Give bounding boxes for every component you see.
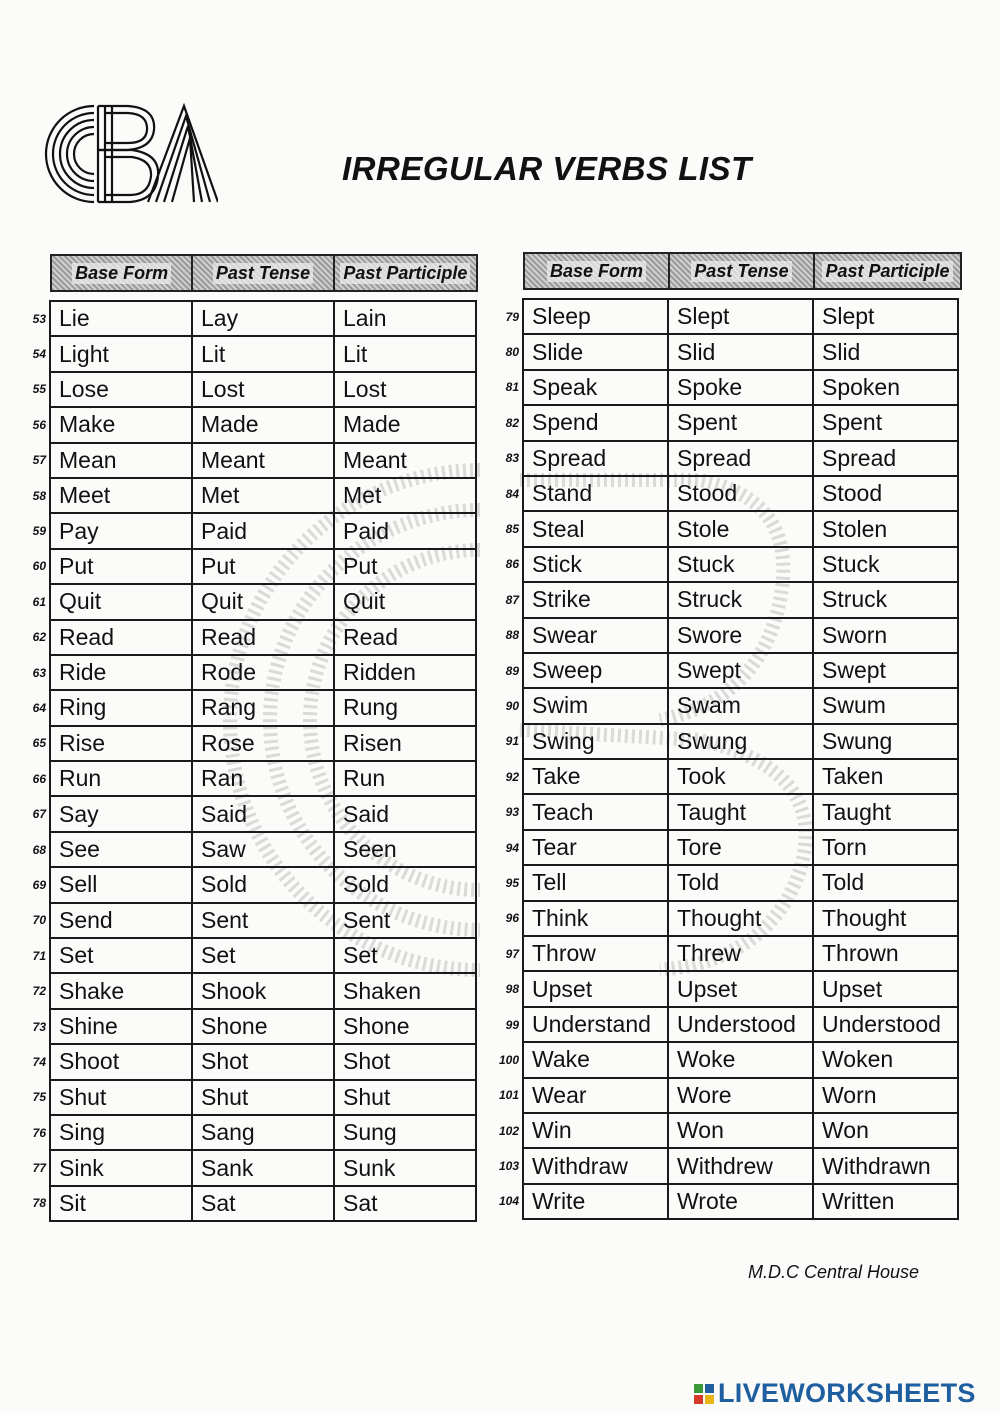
past-tense-cell: Lay bbox=[192, 301, 334, 336]
past-participle-cell: Swung bbox=[813, 724, 958, 759]
table-row bbox=[495, 724, 958, 759]
past-participle-cell: Sworn bbox=[813, 618, 958, 653]
row-number: 69 bbox=[32, 877, 46, 892]
table-row bbox=[26, 832, 476, 867]
table-row bbox=[26, 584, 476, 619]
base-form-cell: Shake bbox=[50, 973, 192, 1008]
table-row bbox=[495, 547, 958, 582]
row-number: 79 bbox=[505, 309, 519, 324]
row-number: 89 bbox=[505, 663, 519, 678]
past-tense-cell: Swept bbox=[668, 653, 813, 688]
past-tense-cell: Lost bbox=[192, 372, 334, 407]
past-participle-cell: Sold bbox=[334, 867, 476, 902]
base-form-cell: Slide bbox=[523, 334, 668, 369]
past-participle-cell: Set bbox=[334, 938, 476, 973]
past-participle-cell: Won bbox=[813, 1113, 958, 1148]
past-participle-cell: Paid bbox=[334, 513, 476, 548]
past-participle-cell: Woken bbox=[813, 1042, 958, 1077]
past-tense-cell: Ran bbox=[192, 761, 334, 796]
base-form-cell: Shoot bbox=[50, 1044, 192, 1079]
past-tense-cell: Woke bbox=[668, 1042, 813, 1077]
past-tense-cell: Shone bbox=[192, 1009, 334, 1044]
base-form-cell: Rise bbox=[50, 726, 192, 761]
past-participle-cell: Sunk bbox=[334, 1150, 476, 1185]
header-base-form: Base Form bbox=[525, 254, 670, 288]
base-form-cell: Stick bbox=[523, 547, 668, 582]
table-row bbox=[495, 1184, 958, 1219]
past-tense-cell: Sank bbox=[192, 1150, 334, 1185]
past-tense-cell: Paid bbox=[192, 513, 334, 548]
table-row bbox=[26, 301, 476, 336]
row-number: 59 bbox=[32, 524, 46, 539]
row-number: 62 bbox=[32, 630, 46, 645]
table-row bbox=[495, 1007, 958, 1042]
past-tense-cell: Won bbox=[668, 1113, 813, 1148]
table-row bbox=[26, 443, 476, 478]
row-number: 102 bbox=[498, 1123, 519, 1138]
past-tense-cell: Read bbox=[192, 620, 334, 655]
base-form-cell: Read bbox=[50, 620, 192, 655]
row-number: 57 bbox=[32, 453, 46, 468]
past-tense-cell: Set bbox=[192, 938, 334, 973]
table-row bbox=[495, 582, 958, 617]
row-number: 100 bbox=[498, 1052, 519, 1067]
header-past-participle: Past Participle bbox=[335, 256, 476, 290]
base-form-cell: Write bbox=[523, 1184, 668, 1219]
row-number: 93 bbox=[505, 805, 519, 820]
base-form-cell: Win bbox=[523, 1113, 668, 1148]
past-tense-cell: Swam bbox=[668, 688, 813, 723]
base-form-cell: Shine bbox=[50, 1009, 192, 1044]
base-form-cell: Understand bbox=[523, 1007, 668, 1042]
past-tense-cell: Spread bbox=[668, 441, 813, 476]
liveworksheets-logo-icon bbox=[694, 1384, 714, 1404]
row-number: 67 bbox=[32, 807, 46, 822]
row-number: 88 bbox=[505, 628, 519, 643]
past-participle-cell: Taken bbox=[813, 759, 958, 794]
table-row bbox=[26, 336, 476, 371]
table-row bbox=[495, 476, 958, 511]
liveworksheets-label: LIVEWORKSHEETS bbox=[718, 1378, 976, 1408]
row-number: 78 bbox=[32, 1196, 46, 1211]
row-number: 68 bbox=[32, 842, 46, 857]
past-participle-cell: Struck bbox=[813, 582, 958, 617]
row-number: 80 bbox=[505, 345, 519, 360]
table-row bbox=[26, 726, 476, 761]
base-form-cell: Sweep bbox=[523, 653, 668, 688]
past-participle-cell: Withdrawn bbox=[813, 1148, 958, 1183]
table-row bbox=[26, 796, 476, 831]
row-number: 95 bbox=[505, 875, 519, 890]
past-tense-cell: Quit bbox=[192, 584, 334, 619]
row-number: 76 bbox=[32, 1125, 46, 1140]
base-form-cell: Make bbox=[50, 407, 192, 442]
past-tense-cell: Shot bbox=[192, 1044, 334, 1079]
table-row bbox=[26, 1009, 476, 1044]
liveworksheets-brand[interactable] bbox=[694, 1378, 976, 1409]
table-row bbox=[495, 865, 958, 900]
base-form-cell: Spend bbox=[523, 405, 668, 440]
base-form-cell: Lose bbox=[50, 372, 192, 407]
past-tense-cell: Thought bbox=[668, 901, 813, 936]
base-form-cell: Shut bbox=[50, 1080, 192, 1115]
row-number: 81 bbox=[505, 380, 519, 395]
table-header bbox=[50, 254, 478, 292]
past-participle-cell: Lit bbox=[334, 336, 476, 371]
base-form-cell: Spread bbox=[523, 441, 668, 476]
past-tense-cell: Said bbox=[192, 796, 334, 831]
past-participle-cell: Read bbox=[334, 620, 476, 655]
past-participle-cell: Spoken bbox=[813, 370, 958, 405]
base-form-cell: Run bbox=[50, 761, 192, 796]
base-form-cell: Ride bbox=[50, 655, 192, 690]
table-row bbox=[495, 936, 958, 971]
table-row bbox=[495, 1113, 958, 1148]
table-row bbox=[26, 655, 476, 690]
row-number: 86 bbox=[505, 557, 519, 572]
past-participle-cell: Quit bbox=[334, 584, 476, 619]
table-row bbox=[26, 1044, 476, 1079]
table-row bbox=[26, 1150, 476, 1185]
row-number: 84 bbox=[505, 486, 519, 501]
past-tense-cell: Withdrew bbox=[668, 1148, 813, 1183]
past-participle-cell: Lain bbox=[334, 301, 476, 336]
row-number: 90 bbox=[505, 698, 519, 713]
row-number: 60 bbox=[32, 559, 46, 574]
past-tense-cell: Shook bbox=[192, 973, 334, 1008]
past-participle-cell: Seen bbox=[334, 832, 476, 867]
table-row bbox=[26, 407, 476, 442]
table-row bbox=[495, 794, 958, 829]
row-number: 85 bbox=[505, 522, 519, 537]
table-row bbox=[26, 620, 476, 655]
past-tense-cell: Told bbox=[668, 865, 813, 900]
row-number: 75 bbox=[32, 1090, 46, 1105]
table-row bbox=[495, 688, 958, 723]
past-participle-cell: Stolen bbox=[813, 511, 958, 546]
past-participle-cell: Said bbox=[334, 796, 476, 831]
table-row bbox=[495, 334, 958, 369]
past-participle-cell: Ridden bbox=[334, 655, 476, 690]
past-participle-cell: Torn bbox=[813, 830, 958, 865]
base-form-cell: Send bbox=[50, 903, 192, 938]
row-number: 77 bbox=[32, 1161, 46, 1176]
past-tense-cell: Lit bbox=[192, 336, 334, 371]
past-participle-cell: Swum bbox=[813, 688, 958, 723]
past-participle-cell: Slept bbox=[813, 299, 958, 334]
row-number: 101 bbox=[498, 1088, 519, 1103]
base-form-cell: Meet bbox=[50, 478, 192, 513]
row-number: 103 bbox=[498, 1159, 519, 1174]
past-tense-cell: Upset bbox=[668, 971, 813, 1006]
table-row bbox=[26, 867, 476, 902]
row-number: 65 bbox=[32, 736, 46, 751]
past-tense-cell: Stood bbox=[668, 476, 813, 511]
past-participle-cell: Rung bbox=[334, 690, 476, 725]
table-row bbox=[495, 511, 958, 546]
table-header bbox=[523, 252, 962, 290]
past-tense-cell: Took bbox=[668, 759, 813, 794]
past-tense-cell: Sang bbox=[192, 1115, 334, 1150]
past-participle-cell: Sent bbox=[334, 903, 476, 938]
table-row bbox=[495, 901, 958, 936]
past-participle-cell: Shut bbox=[334, 1080, 476, 1115]
table-row bbox=[495, 370, 958, 405]
past-tense-cell: Understood bbox=[668, 1007, 813, 1042]
row-number: 61 bbox=[32, 594, 46, 609]
past-tense-cell: Saw bbox=[192, 832, 334, 867]
table-row bbox=[495, 1078, 958, 1113]
table-row bbox=[26, 690, 476, 725]
row-number: 94 bbox=[505, 840, 519, 855]
header-past-tense: Past Tense bbox=[193, 256, 334, 290]
table-row bbox=[495, 405, 958, 440]
header-base-form: Base Form bbox=[52, 256, 193, 290]
past-tense-cell: Stuck bbox=[668, 547, 813, 582]
table-row bbox=[495, 299, 958, 334]
footer-credit: M.D.C Central House bbox=[748, 1262, 920, 1282]
past-participle-cell: Made bbox=[334, 407, 476, 442]
row-number: 66 bbox=[32, 771, 46, 786]
base-form-cell: Take bbox=[523, 759, 668, 794]
past-tense-cell: Tore bbox=[668, 830, 813, 865]
past-participle-cell: Thought bbox=[813, 901, 958, 936]
past-tense-cell: Wrote bbox=[668, 1184, 813, 1219]
base-form-cell: Speak bbox=[523, 370, 668, 405]
base-form-cell: Say bbox=[50, 796, 192, 831]
row-number: 99 bbox=[505, 1017, 519, 1032]
base-form-cell: Pay bbox=[50, 513, 192, 548]
base-form-cell: Swing bbox=[523, 724, 668, 759]
past-tense-cell: Rode bbox=[192, 655, 334, 690]
past-tense-cell: Sold bbox=[192, 867, 334, 902]
past-participle-cell: Lost bbox=[334, 372, 476, 407]
table-row bbox=[495, 653, 958, 688]
past-tense-cell: Wore bbox=[668, 1078, 813, 1113]
past-participle-cell: Stood bbox=[813, 476, 958, 511]
right-grid bbox=[495, 298, 959, 1220]
row-number: 91 bbox=[505, 734, 519, 749]
table-row bbox=[495, 618, 958, 653]
past-tense-cell: Sat bbox=[192, 1186, 334, 1221]
row-number: 64 bbox=[32, 700, 46, 715]
past-participle-cell: Thrown bbox=[813, 936, 958, 971]
table-row bbox=[26, 1115, 476, 1150]
row-number: 54 bbox=[32, 347, 46, 362]
past-participle-cell: Meant bbox=[334, 443, 476, 478]
past-participle-cell: Met bbox=[334, 478, 476, 513]
table-row bbox=[26, 1186, 476, 1221]
row-number: 63 bbox=[32, 665, 46, 680]
past-tense-cell: Rang bbox=[192, 690, 334, 725]
table-row bbox=[495, 1042, 958, 1077]
base-form-cell: Quit bbox=[50, 584, 192, 619]
table-row bbox=[495, 1148, 958, 1183]
row-number: 53 bbox=[32, 311, 46, 326]
past-participle-cell: Worn bbox=[813, 1078, 958, 1113]
table-row bbox=[26, 372, 476, 407]
base-form-cell: Lie bbox=[50, 301, 192, 336]
past-tense-cell: Meant bbox=[192, 443, 334, 478]
base-form-cell: Set bbox=[50, 938, 192, 973]
past-participle-cell: Risen bbox=[334, 726, 476, 761]
row-number: 83 bbox=[505, 451, 519, 466]
past-tense-cell: Swore bbox=[668, 618, 813, 653]
past-participle-cell: Upset bbox=[813, 971, 958, 1006]
base-form-cell: Wear bbox=[523, 1078, 668, 1113]
past-tense-cell: Rose bbox=[192, 726, 334, 761]
row-number: 98 bbox=[505, 982, 519, 997]
page-title: IRREGULAR VERBS LIST bbox=[342, 150, 752, 187]
past-tense-cell: Stole bbox=[668, 511, 813, 546]
base-form-cell: Sleep bbox=[523, 299, 668, 334]
past-tense-cell: Taught bbox=[668, 794, 813, 829]
row-number: 82 bbox=[505, 415, 519, 430]
past-tense-cell: Met bbox=[192, 478, 334, 513]
past-participle-cell: Spent bbox=[813, 405, 958, 440]
base-form-cell: Wake bbox=[523, 1042, 668, 1077]
past-tense-cell: Sent bbox=[192, 903, 334, 938]
past-participle-cell: Spread bbox=[813, 441, 958, 476]
past-participle-cell: Shot bbox=[334, 1044, 476, 1079]
past-participle-cell: Written bbox=[813, 1184, 958, 1219]
past-participle-cell: Shaken bbox=[334, 973, 476, 1008]
row-number: 96 bbox=[505, 911, 519, 926]
base-form-cell: Withdraw bbox=[523, 1148, 668, 1183]
base-form-cell: Swim bbox=[523, 688, 668, 723]
table-row bbox=[26, 761, 476, 796]
past-participle-cell: Sung bbox=[334, 1115, 476, 1150]
row-number: 97 bbox=[505, 946, 519, 961]
base-form-cell: Upset bbox=[523, 971, 668, 1006]
base-form-cell: Mean bbox=[50, 443, 192, 478]
row-number: 92 bbox=[505, 769, 519, 784]
past-tense-cell: Spoke bbox=[668, 370, 813, 405]
base-form-cell: Ring bbox=[50, 690, 192, 725]
row-number: 73 bbox=[32, 1019, 46, 1034]
row-number: 74 bbox=[32, 1054, 46, 1069]
base-form-cell: Teach bbox=[523, 794, 668, 829]
base-form-cell: Throw bbox=[523, 936, 668, 971]
past-participle-cell: Sat bbox=[334, 1186, 476, 1221]
past-tense-cell: Put bbox=[192, 549, 334, 584]
cba-logo bbox=[36, 96, 218, 212]
past-tense-cell: Threw bbox=[668, 936, 813, 971]
header-past-tense: Past Tense bbox=[670, 254, 815, 288]
past-participle-cell: Understood bbox=[813, 1007, 958, 1042]
table-row bbox=[495, 971, 958, 1006]
past-participle-cell: Shone bbox=[334, 1009, 476, 1044]
header-past-participle: Past Participle bbox=[815, 254, 960, 288]
table-row bbox=[26, 1080, 476, 1115]
table-row bbox=[26, 938, 476, 973]
row-number: 71 bbox=[32, 948, 46, 963]
table-row bbox=[495, 759, 958, 794]
past-participle-cell: Run bbox=[334, 761, 476, 796]
row-number: 104 bbox=[498, 1194, 519, 1209]
past-tense-cell: Slept bbox=[668, 299, 813, 334]
base-form-cell: Tell bbox=[523, 865, 668, 900]
row-number: 87 bbox=[505, 592, 519, 607]
table-row bbox=[26, 513, 476, 548]
base-form-cell: Light bbox=[50, 336, 192, 371]
table-row bbox=[26, 478, 476, 513]
past-tense-cell: Struck bbox=[668, 582, 813, 617]
past-participle-cell: Slid bbox=[813, 334, 958, 369]
base-form-cell: Steal bbox=[523, 511, 668, 546]
past-tense-cell: Spent bbox=[668, 405, 813, 440]
past-tense-cell: Slid bbox=[668, 334, 813, 369]
table-row bbox=[495, 441, 958, 476]
table-row bbox=[26, 973, 476, 1008]
row-number: 70 bbox=[32, 913, 46, 928]
past-tense-cell: Shut bbox=[192, 1080, 334, 1115]
past-participle-cell: Taught bbox=[813, 794, 958, 829]
row-number: 56 bbox=[32, 417, 46, 432]
past-tense-cell: Swung bbox=[668, 724, 813, 759]
row-number: 72 bbox=[32, 984, 46, 999]
past-participle-cell: Put bbox=[334, 549, 476, 584]
past-tense-cell: Made bbox=[192, 407, 334, 442]
past-participle-cell: Told bbox=[813, 865, 958, 900]
table-row bbox=[26, 549, 476, 584]
base-form-cell: Swear bbox=[523, 618, 668, 653]
base-form-cell: Sing bbox=[50, 1115, 192, 1150]
left-verbs-table bbox=[26, 254, 478, 1222]
row-number: 55 bbox=[32, 382, 46, 397]
base-form-cell: Put bbox=[50, 549, 192, 584]
table-row bbox=[26, 903, 476, 938]
base-form-cell: Think bbox=[523, 901, 668, 936]
left-grid bbox=[26, 300, 477, 1222]
base-form-cell: Strike bbox=[523, 582, 668, 617]
right-verbs-table bbox=[495, 252, 962, 1220]
base-form-cell: Sit bbox=[50, 1186, 192, 1221]
base-form-cell: Sink bbox=[50, 1150, 192, 1185]
base-form-cell: Tear bbox=[523, 830, 668, 865]
row-number: 58 bbox=[32, 488, 46, 503]
base-form-cell: Stand bbox=[523, 476, 668, 511]
base-form-cell: See bbox=[50, 832, 192, 867]
table-row bbox=[495, 830, 958, 865]
base-form-cell: Sell bbox=[50, 867, 192, 902]
past-participle-cell: Stuck bbox=[813, 547, 958, 582]
past-participle-cell: Swept bbox=[813, 653, 958, 688]
